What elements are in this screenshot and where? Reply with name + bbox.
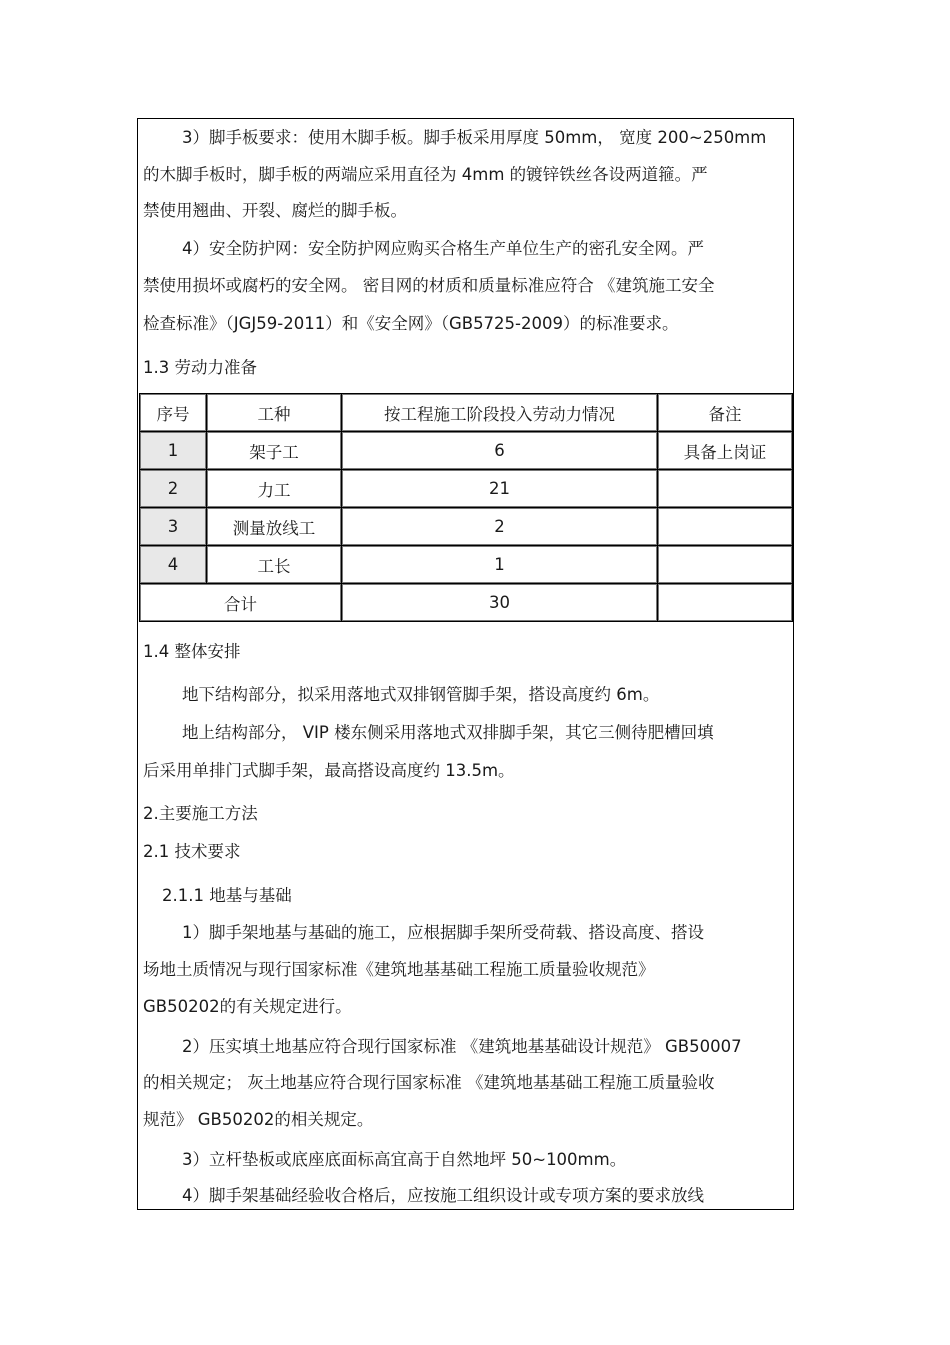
table-row (140, 546, 793, 584)
note-cell: 具备上岗证 (658, 432, 793, 470)
text-line: 4）脚手架基础经验收合格后，应按施工组织设计或专项方案的要求放线 (182, 1186, 704, 1205)
text-line: GB50202的有关规定进行。 (143, 997, 352, 1016)
count-cell: 2 (342, 508, 658, 546)
note-cell (658, 546, 793, 584)
count-cell: 1 (342, 546, 658, 584)
total-label: 合计 (140, 584, 342, 622)
text-line: 2）压实填土地基应符合现行国家标准 《建筑地基基础设计规范》 GB50007 (182, 1037, 742, 1056)
header-cell: 按工程施工阶段投入劳动力情况 (342, 394, 658, 432)
row-index: 4 (140, 546, 207, 584)
note-cell (658, 470, 793, 508)
trade-cell: 力工 (207, 470, 342, 508)
trade-cell: 测量放线工 (207, 508, 342, 546)
text-line: 禁使用翘曲、开裂、腐烂的脚手板。 (143, 201, 407, 220)
total-note (658, 584, 793, 622)
labor-table (139, 393, 793, 622)
text-line: 1）脚手架地基与基础的施工，应根据脚手架所受荷载、搭设高度、搭设 (182, 923, 704, 942)
trade-cell: 架子工 (207, 432, 342, 470)
text-line: 检查标准》（JGJ59-2011）和《安全网》（GB5725-2009）的标准要求。 (143, 314, 679, 333)
subsection-heading: 2.1.1 地基与基础 (162, 886, 292, 905)
row-index: 2 (140, 470, 207, 508)
row-index: 3 (140, 508, 207, 546)
count-cell: 21 (342, 470, 658, 508)
table-row (140, 470, 793, 508)
table-row (140, 508, 793, 546)
header-cell: 备注 (658, 394, 793, 432)
text-line: 地上结构部分， VIP 楼东侧采用落地式双排脚手架，其它三侧待肥槽回填 (182, 723, 714, 742)
header-cell: 序号 (140, 394, 207, 432)
text-line: 4）安全防护网：安全防护网应购买合格生产单位生产的密孔安全网。严 (182, 239, 704, 258)
text-line: 场地土质情况与现行国家标准《建筑地基基础工程施工质量验收规范》 (143, 960, 655, 979)
total-value: 30 (342, 584, 658, 622)
table-total-row (140, 584, 793, 622)
note-cell (658, 508, 793, 546)
section-heading: 2.主要施工方法 (143, 804, 258, 823)
section-heading: 1.3 劳动力准备 (143, 358, 257, 377)
text-line: 禁使用损坏或腐朽的安全网。 密目网的材质和质量标准应符合 《建筑施工安全 (143, 276, 715, 295)
table-header-row (140, 394, 793, 432)
trade-cell: 工长 (207, 546, 342, 584)
text-line: 3）脚手板要求：使用木脚手板。脚手板采用厚度 50mm， 宽度 200~250mm (182, 128, 767, 147)
text-line: 3）立杆垫板或底座底面标高宜高于自然地坪 50~100mm。 (182, 1150, 627, 1169)
section-heading: 1.4 整体安排 (143, 642, 241, 661)
text-line: 后采用单排门式脚手架，最高搭设高度约 13.5m。 (143, 761, 515, 780)
text-line: 规范》 GB50202的相关规定。 (143, 1110, 374, 1129)
text-line: 的相关规定； 灰土地基应符合现行国家标准 《建筑地基基础工程施工质量验收 (143, 1073, 715, 1092)
text-line: 的木脚手板时，脚手板的两端应采用直径为 4mm 的镀锌铁丝各设两道箍。严 (143, 165, 708, 184)
text-line: 地下结构部分，拟采用落地式双排钢管脚手架，搭设高度约 6m。 (182, 685, 660, 704)
row-index: 1 (140, 432, 207, 470)
count-cell: 6 (342, 432, 658, 470)
header-cell: 工种 (207, 394, 342, 432)
table-row (140, 432, 793, 470)
section-heading: 2.1 技术要求 (143, 842, 241, 861)
